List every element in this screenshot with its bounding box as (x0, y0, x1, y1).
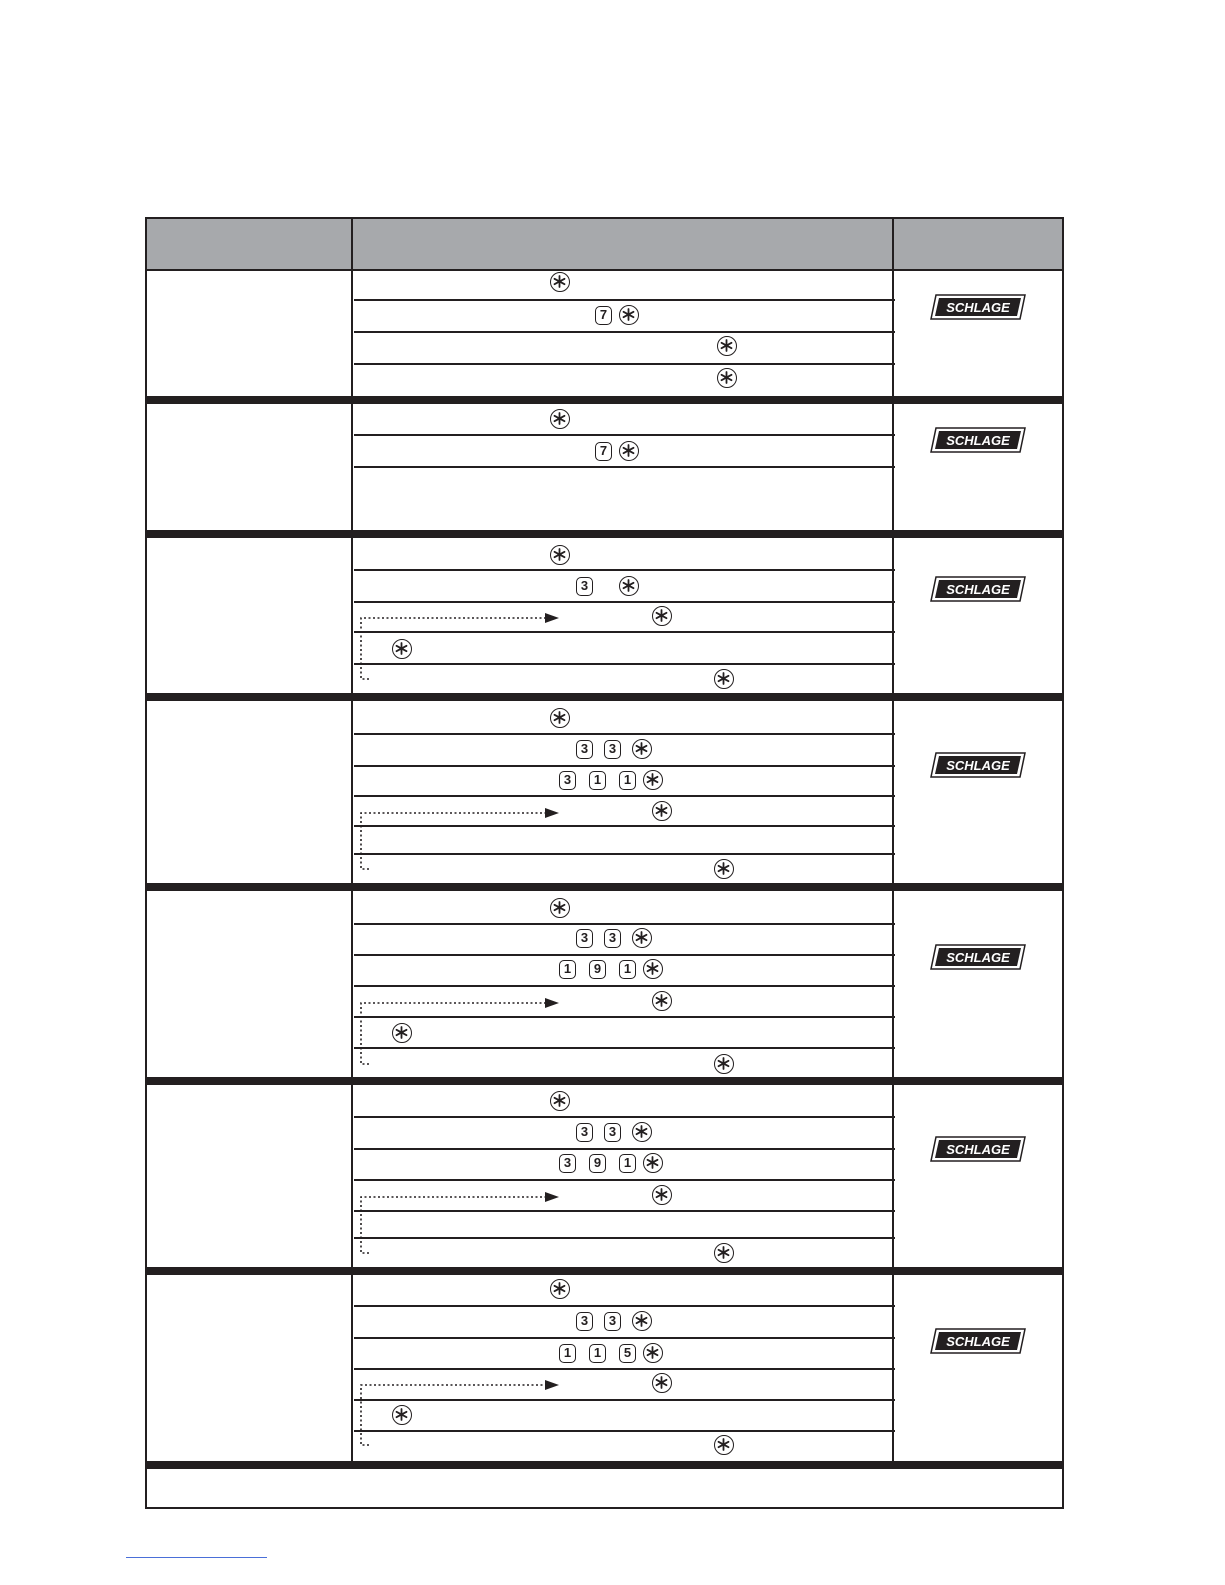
section-separator (147, 1077, 1062, 1085)
section-separator (147, 693, 1062, 701)
digit-key-icon: 3 (576, 577, 593, 596)
step-divider (354, 1305, 895, 1307)
star-key-icon (714, 669, 734, 689)
star-key-icon (652, 1185, 672, 1205)
step-divider (354, 923, 895, 925)
star-key-icon (643, 1153, 663, 1173)
step-divider (354, 1179, 895, 1181)
star-key-icon (717, 368, 737, 388)
svg-text:SCHLAGE: SCHLAGE (946, 1142, 1010, 1157)
digit-key-icon: 3 (576, 929, 593, 948)
step-divider (354, 331, 895, 333)
programming-table (145, 217, 1064, 1509)
digit-key-icon: 1 (619, 960, 636, 979)
footer-link-underline (126, 1557, 267, 1558)
digit-key-icon: 3 (559, 771, 576, 790)
star-key-icon (619, 305, 639, 325)
step-divider (354, 434, 895, 436)
table-footer-note (147, 1479, 1062, 1507)
star-key-icon (550, 1091, 570, 1111)
section-separator (147, 883, 1062, 891)
digit-key-icon: 3 (604, 1123, 621, 1142)
star-key-icon (619, 576, 639, 596)
digit-key-icon: 7 (595, 442, 612, 461)
step-divider (354, 954, 895, 956)
step-divider (354, 601, 895, 603)
step-divider (354, 466, 895, 468)
step-divider (354, 733, 895, 735)
star-key-icon (643, 1343, 663, 1363)
step-divider (354, 1368, 895, 1370)
schlage-logo (928, 752, 1028, 778)
digit-key-icon: 1 (619, 1154, 636, 1173)
svg-text:SCHLAGE: SCHLAGE (946, 758, 1010, 773)
repeat-loop-arrow-icon (355, 1377, 565, 1451)
svg-text:SCHLAGE: SCHLAGE (946, 300, 1010, 315)
star-key-icon (550, 1279, 570, 1299)
schlage-logo (928, 576, 1028, 602)
star-key-icon (717, 336, 737, 356)
digit-key-icon: 3 (559, 1154, 576, 1173)
table-header-row (147, 219, 1062, 271)
digit-key-icon: 1 (619, 771, 636, 790)
digit-key-icon: 3 (604, 929, 621, 948)
star-key-icon (714, 1243, 734, 1263)
digit-key-icon: 7 (595, 306, 612, 325)
digit-key-icon: 1 (559, 960, 576, 979)
repeat-loop-arrow-icon (355, 995, 565, 1070)
star-key-icon (714, 1054, 734, 1074)
step-divider (354, 299, 895, 301)
star-key-icon (632, 1122, 652, 1142)
svg-text:SCHLAGE: SCHLAGE (946, 433, 1010, 448)
star-key-icon (550, 545, 570, 565)
column-divider-right (892, 219, 894, 1463)
schlage-logo (928, 944, 1028, 970)
star-key-icon (714, 1435, 734, 1455)
schlage-logo (928, 294, 1028, 320)
digit-key-icon: 3 (576, 740, 593, 759)
digit-key-icon: 3 (604, 740, 621, 759)
star-key-icon (550, 708, 570, 728)
digit-key-icon: 9 (589, 1154, 606, 1173)
star-key-icon (652, 1373, 672, 1393)
star-key-icon (652, 606, 672, 626)
svg-text:SCHLAGE: SCHLAGE (946, 582, 1010, 597)
star-key-icon (643, 770, 663, 790)
digit-key-icon: 1 (559, 1344, 576, 1363)
digit-key-icon: 9 (589, 960, 606, 979)
star-key-icon (632, 739, 652, 759)
digit-key-icon: 3 (576, 1312, 593, 1331)
step-divider (354, 765, 895, 767)
star-key-icon (632, 928, 652, 948)
step-divider (354, 795, 895, 797)
section-separator (147, 530, 1062, 538)
repeat-loop-arrow-icon (355, 805, 565, 875)
digit-key-icon: 1 (589, 771, 606, 790)
svg-text:SCHLAGE: SCHLAGE (946, 950, 1010, 965)
step-divider (354, 363, 895, 365)
column-divider-left (351, 219, 353, 1463)
step-divider (354, 1337, 895, 1339)
star-key-icon (652, 801, 672, 821)
digit-key-icon: 1 (589, 1344, 606, 1363)
section-separator (147, 396, 1062, 404)
step-divider (354, 1116, 895, 1118)
step-divider (354, 1148, 895, 1150)
digit-key-icon: 3 (604, 1312, 621, 1331)
repeat-loop-arrow-icon (355, 1189, 565, 1259)
repeat-loop-arrow-icon (355, 610, 565, 685)
star-key-icon (550, 898, 570, 918)
star-key-icon (714, 859, 734, 879)
section-separator (147, 1267, 1062, 1275)
svg-text:SCHLAGE: SCHLAGE (946, 1334, 1010, 1349)
star-key-icon (652, 991, 672, 1011)
section-separator (147, 1461, 1062, 1469)
star-key-icon (643, 959, 663, 979)
schlage-logo (928, 1328, 1028, 1354)
star-key-icon (632, 1311, 652, 1331)
schlage-logo (928, 1136, 1028, 1162)
star-key-icon (619, 441, 639, 461)
digit-key-icon: 5 (619, 1344, 636, 1363)
step-divider (354, 569, 895, 571)
star-key-icon (550, 272, 570, 292)
schlage-logo (928, 427, 1028, 453)
step-divider (354, 985, 895, 987)
digit-key-icon: 3 (576, 1123, 593, 1142)
star-key-icon (550, 409, 570, 429)
